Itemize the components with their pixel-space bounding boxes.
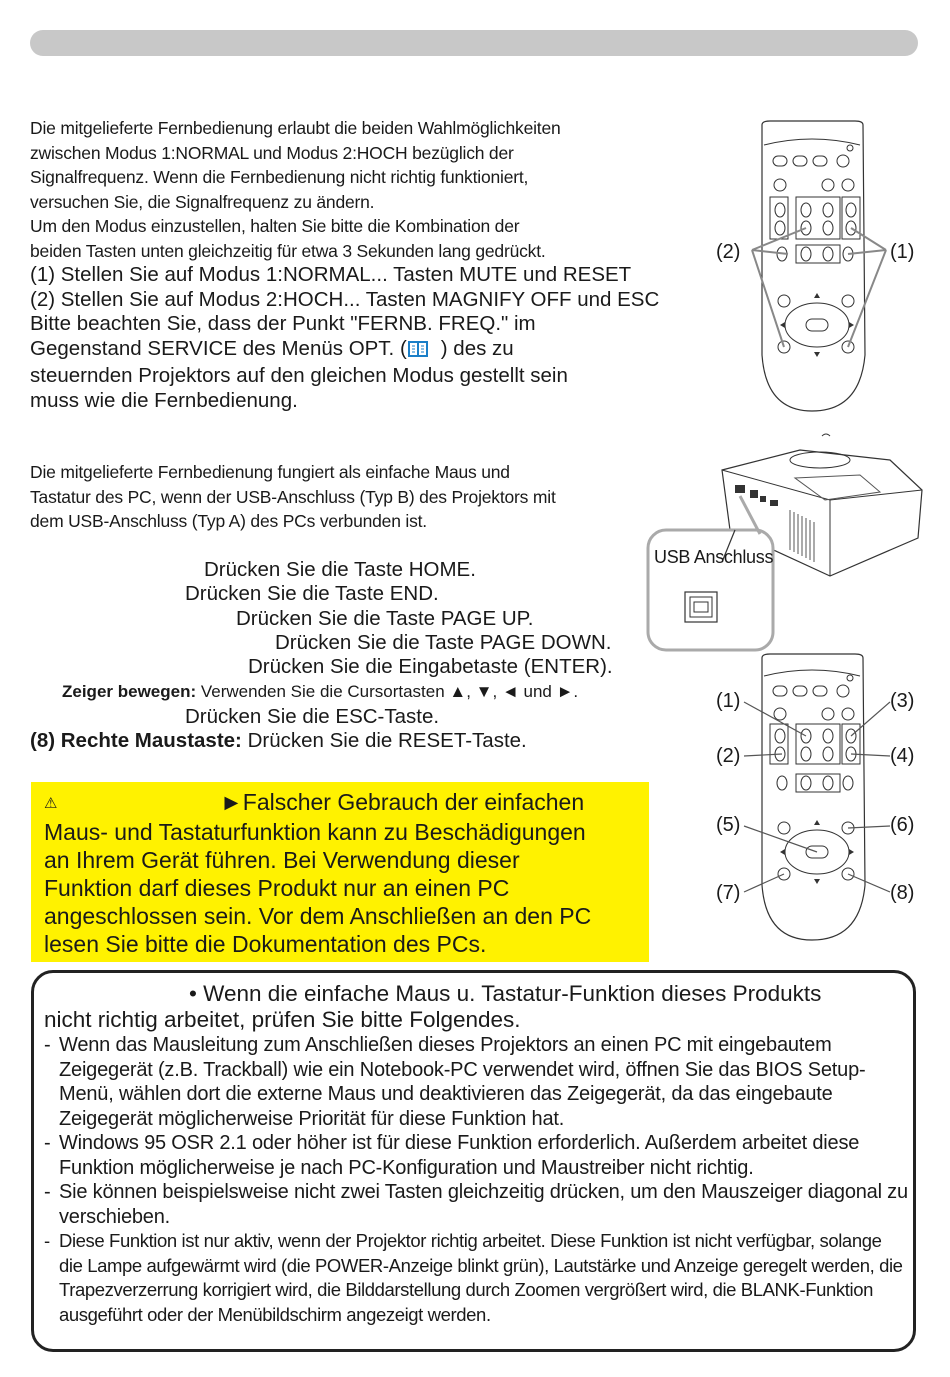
command-enter: Drücken Sie die Eingabetaste (ENTER). [248, 655, 613, 678]
paragraph-line: Die mitgelieferte Fernbedienung fungiert als einfache Maus und [30, 462, 510, 482]
paragraph-line [30, 337, 720, 365]
command-end: Drücken Sie die Taste END. [185, 582, 439, 605]
paragraph-line: zwischen Modus 1:NORMAL und Modus 2:HOCH bezüglich der [30, 142, 514, 163]
mode1-instruction: (1) Stellen Sie auf Modus 1:NORMAL... Tasten MUTE und RESET [30, 263, 632, 286]
cursor-label: Zeiger bewegen: [62, 682, 197, 701]
right-click-text: Drücken Sie die RESET-Taste. [247, 729, 527, 752]
line-text: ) des zu [440, 336, 514, 360]
note-item: - Diese Funktion ist nur aktiv, wenn der Projektor richtig arbeitet. Diese Funktion ist nicht verfügbar, solange die Lampe aufgewärmt wird (die POWER-Anzeige blinkt grün), Lautstärke und Anzeige geregelt werden, die Trapezverzerrung korrigiert wird, die Bilddarstellung durch Zoomen vergrößert wird, die BLANK-Funktion ausgeführt oder der Menübildschirm angezeigt werden. [44, 1230, 903, 1325]
command-home: Drücken Sie die Taste HOME. [204, 558, 476, 581]
note-list [44, 1033, 909, 1327]
paragraph-line: muss wie die Fernbedienung. [30, 388, 298, 412]
paragraph-line: dem USB-Anschluss (Typ A) des PCs verbunden ist. [30, 511, 427, 531]
note-item-text: Windows 95 OSR 2.1 oder höher ist für diese Funktion erforderlich. Außerdem arbeitet diese Funktion möglicherweise je nach PC-Konfiguration und Maustreiber nicht richtig. [59, 1132, 860, 1179]
remote-label-4: (4) [890, 745, 915, 767]
note-item-text: Wenn das Mausleitung zum Anschließen dieses Projektors an einen PC mit eingebautem Zeigegerät (z.B. Trackball) wie ein Notebook-PC verwendet wird, öffnen Sie das BIOS Setup-Menü, wählen dort die externe Maus und deaktivieren das Zeigegerät, da das eingebaute Zeigegerät möglicherweise Priorität für diese Funktion hat. [59, 1034, 866, 1130]
note-item: - Windows 95 OSR 2.1 oder höher ist für diese Funktion erforderlich. Außerdem arbeitet diese Funktion möglicherweise je nach PC-Konfiguration und Maustreiber nicht richtig. [44, 1132, 860, 1179]
paragraph-line: Signalfrequenz. Wenn die Fernbedienung nicht richtig funktioniert, [30, 167, 529, 187]
header-bar [30, 30, 918, 56]
note-item-text: Diese Funktion ist nur aktiv, wenn der Projektor richtig arbeitet. Diese Funktion ist nicht verfügbar, solange die Lampe aufgewärmt wird (die POWER-Anzeige blinkt grün), Lautstärke und Anzeige geregelt werden, die Trapezverzerrung korrigiert wird, die Bilddarstellung durch Zoomen vergrößert wird, die BLANK-Funktion ausgeführt oder der Menübildschirm angezeigt werden. [59, 1230, 903, 1325]
caution-line: Funktion darf dieses Produkt nur an einen PC [44, 875, 510, 901]
remote-label-2: (2) [716, 241, 741, 263]
paragraph-line: Tastatur des PC, wenn der USB-Anschluss (Typ B) des Projektors mit [30, 486, 556, 507]
caution-line: an Ihrem Gerät führen. Bei Verwendung dieser [44, 847, 520, 873]
caution-line: lesen Sie bitte die Dokumentation des PCs. [44, 931, 487, 957]
right-click-label: (8) Rechte Maustaste: [30, 729, 242, 752]
caution-line: Maus- und Tastaturfunktion kann zu Beschädigungen [44, 819, 586, 845]
command-page-up: Drücken Sie die Taste PAGE UP. [236, 607, 534, 630]
remote-label-3: (3) [890, 690, 915, 712]
mode2-instruction: (2) Stellen Sie auf Modus 2:HOCH... Tasten MAGNIFY OFF und ESC [30, 287, 660, 311]
note-heading-line: • Wenn die einfache Maus u. Tastatur-Funktion dieses Produkts [189, 981, 822, 1006]
caution-line [44, 788, 644, 818]
section-remote-frequency [30, 116, 720, 413]
book-icon [407, 340, 441, 365]
paragraph-line: Um den Modus einzustellen, halten Sie bitte die Kombination der [30, 216, 520, 236]
command-esc: Drücken Sie die ESC-Taste. [185, 705, 440, 728]
command-right-click [30, 729, 527, 753]
note-heading-line: nicht richtig arbeitet, prüfen Sie bitte Folgendes. [44, 1007, 521, 1032]
remote-control-diagram-1 [700, 115, 930, 415]
remote-label-1: (1) [890, 241, 915, 263]
warning-icon: ⚠ [44, 795, 58, 812]
note-item-text: Sie können beispielsweise nicht zwei Tasten gleichzeitig drücken, um den Mauszeiger diagonal zu verschieben. [59, 1181, 908, 1228]
paragraph-line: steuernden Projektors auf den gleichen Modus gestellt sein [30, 364, 568, 387]
remote-label-8: (8) [890, 882, 915, 904]
remote-label-5: (5) [716, 814, 741, 836]
caution-text-first: ►Falscher Gebrauch der einfachen [220, 789, 585, 815]
caution-line: angeschlossen sein. Vor dem Anschließen an den PC [44, 903, 592, 929]
remote-label-7: (7) [716, 882, 741, 904]
paragraph-line: versuchen Sie, die Signalfrequenz zu ändern. [30, 191, 375, 212]
projector-usb-illustration [640, 430, 935, 660]
section-simple-mouse-intro [30, 460, 670, 534]
paragraph-line: beiden Tasten unten gleichzeitig für etwa 3 Sekunden lang gedrückt. [30, 240, 546, 261]
paragraph-line: Die mitgelieferte Fernbedienung erlaubt die beiden Wahlmöglichkeiten [30, 118, 561, 138]
command-cursor [62, 680, 578, 704]
remote-label-1: (1) [716, 690, 741, 712]
note-item: - Wenn das Mausleitung zum Anschließen dieses Projektors an einen PC mit eingebautem Zeigegerät (z.B. Trackball) wie ein Notebook-PC verwendet wird, öffnen Sie das BIOS Setup-Menü, wählen dort die externe Maus und deaktivieren das Zeigegerät, da das eingebaute Zeigegerät möglicherweise Priorität für diese Funktion hat. [44, 1034, 866, 1130]
remote-control-diagram-2 [700, 650, 930, 945]
usb-connector-label: USB Anschluss [654, 547, 774, 567]
remote-label-2: (2) [716, 745, 741, 767]
paragraph-line: Bitte beachten Sie, dass der Punkt "FERNB. FREQ." im [30, 312, 536, 335]
note-item: - Sie können beispielsweise nicht zwei Tasten gleichzeitig drücken, um den Mauszeiger diagonal zu verschieben. [44, 1181, 908, 1228]
line-text: Gegenstand SERVICE des Menüs OPT. ( [30, 336, 407, 360]
command-page-down: Drücken Sie die Taste PAGE DOWN. [275, 631, 612, 654]
note-heading [44, 981, 909, 1033]
remote-label-6: (6) [890, 814, 915, 836]
cursor-text: Verwenden Sie die Cursortasten ▲, ▼, ◄ und ►. [200, 682, 579, 701]
caution-box [31, 782, 649, 962]
note-box [31, 970, 916, 1352]
